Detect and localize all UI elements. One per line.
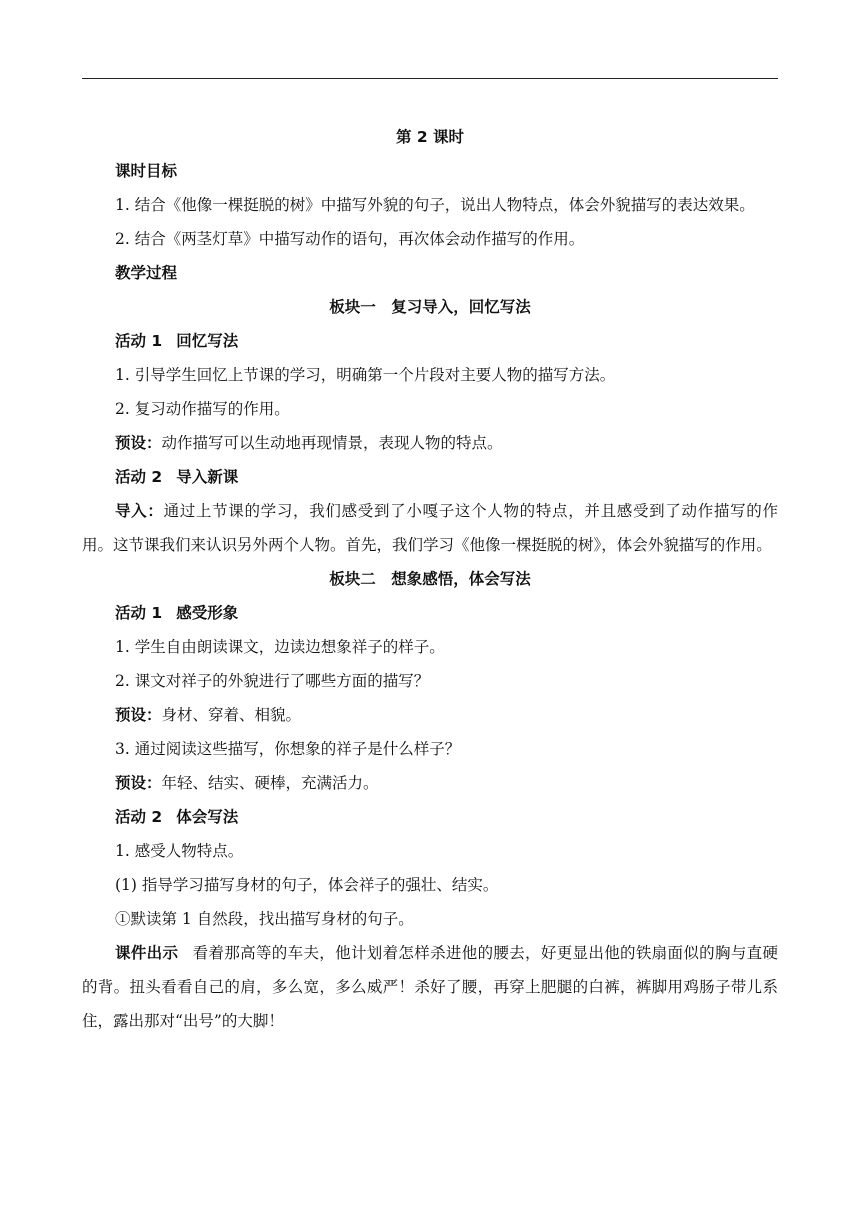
section-2-title: 板块二 想象感悟，体会写法 bbox=[329, 570, 531, 588]
slide-excerpt bbox=[82, 936, 778, 1038]
s1-activity-2-heading bbox=[82, 460, 778, 494]
goals-heading: 课时目标 bbox=[115, 162, 178, 180]
activity-name: 感受形象 bbox=[176, 604, 239, 622]
goal-item-1: 1. 结合《他像一棵挺脱的树》中描写外貌的句子，说出人物特点，体会外貌描写的表达效果。 bbox=[115, 196, 755, 214]
s2-activity-1-heading bbox=[82, 596, 778, 630]
preset-text: 身材、穿着、相貌。 bbox=[161, 706, 302, 724]
s1-a1-item-1: 1. 引导学生回忆上节课的学习，明确第一个片段对主要人物的描写方法。 bbox=[115, 366, 616, 384]
goal-item-2: 2. 结合《两茎灯草》中描写动作的语句，再次体会动作描写的作用。 bbox=[115, 230, 585, 248]
activity-label: 活动 2 bbox=[115, 468, 163, 486]
header-rule bbox=[82, 78, 778, 79]
activity-name: 体会写法 bbox=[176, 808, 239, 826]
s2-a1-item-3: 3. 通过阅读这些描写，你想象的祥子是什么样子？ bbox=[115, 740, 461, 758]
s2-a1-item-2: 2. 课文对祥子的外貌进行了哪些方面的描写？ bbox=[115, 672, 430, 690]
activity-label: 活动 1 bbox=[115, 604, 163, 622]
preset-label: 预设： bbox=[115, 706, 162, 724]
intro-text: 通过上节课的学习，我们感受到了小嘎子这个人物的特点，并且感受到了动作描写的作用。这节课我们来认识另外两个人物。首先，我们学习《他像一棵挺脱的树》，体会外貌描写的作用。 bbox=[82, 502, 778, 554]
s1-a1-item-2: 2. 复习动作描写的作用。 bbox=[115, 400, 290, 418]
intro-label: 导入： bbox=[115, 502, 164, 520]
preset-text: 年轻、结实、硬棒，充满活力。 bbox=[161, 774, 379, 792]
s2-a2-sub-1: (1) 指导学习描写身材的句子，体会祥子的强壮、结实。 bbox=[115, 876, 499, 894]
s1-activity-1-heading bbox=[82, 324, 778, 358]
preset-label: 预设： bbox=[115, 774, 162, 792]
activity-label: 活动 2 bbox=[115, 808, 163, 826]
lesson-title: 第 2 课时 bbox=[395, 128, 465, 146]
s2-a1-preset-2 bbox=[82, 766, 778, 800]
s1-a1-preset bbox=[82, 426, 778, 460]
s2-a2-item-1: 1. 感受人物特点。 bbox=[115, 842, 244, 860]
s2-a1-item-1: 1. 学生自由朗读课文，边读边想象祥子的样子。 bbox=[115, 638, 445, 656]
slide-label: 课件出示 bbox=[115, 944, 179, 962]
s2-a2-sub-1a: ①默读第 1 自然段，找出描写身材的句子。 bbox=[115, 910, 414, 928]
section-1-title: 板块一 复习导入，回忆写法 bbox=[329, 298, 531, 316]
document-body bbox=[82, 120, 778, 1038]
activity-label: 活动 1 bbox=[115, 332, 163, 350]
slide-text: 看着那高等的车夫，他计划着怎样杀进他的腰去，好更显出他的铁扇面似的胸与直硬的背。扭头看看自己的肩，多么宽，多么威严！杀好了腰，再穿上肥腿的白裤，裤脚用鸡肠子带儿系住，露出那对“出号”的大脚！ bbox=[82, 944, 778, 1030]
s2-activity-2-heading bbox=[82, 800, 778, 834]
activity-name: 导入新课 bbox=[176, 468, 239, 486]
process-heading: 教学过程 bbox=[115, 264, 178, 282]
activity-name: 回忆写法 bbox=[176, 332, 239, 350]
preset-text: 动作描写可以生动地再现情景，表现人物的特点。 bbox=[161, 434, 503, 452]
s2-a1-preset-1 bbox=[82, 698, 778, 732]
preset-label: 预设： bbox=[115, 434, 162, 452]
s1-a2-intro bbox=[82, 494, 778, 562]
